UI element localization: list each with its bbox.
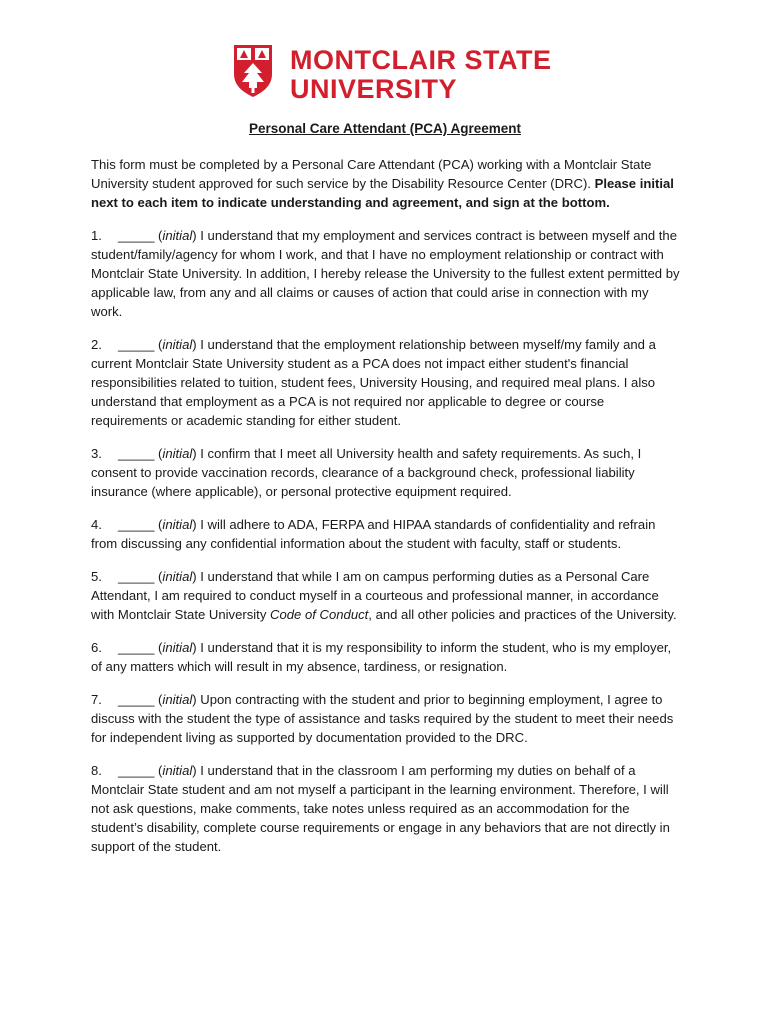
initial-label: initial — [162, 692, 193, 707]
initial-label: initial — [162, 337, 193, 352]
item-number: 7. — [91, 692, 102, 707]
item-text: I understand that while I am on campus performing duties as a Personal Care Attendant, I am required to conduct myself in a courteous and professional manner, in accordance with Montclair State University — [91, 569, 659, 622]
agreement-item-5: 5. _____ (initial) I understand that while I am on campus performing duties as a Personal Care Attendant, I am required to conduct myself in a courteous and professional manner, in accordance with Montclair State University Code of Conduct, and all other policies and practices of the University. — [91, 569, 677, 622]
document-body — [91, 155, 683, 870]
university-shield-icon — [233, 44, 273, 98]
item-text: I understand that it is my responsibility to inform the student, who is my employer, of any matters which will result in my absence, tardiness, or resignation. — [91, 640, 672, 674]
item-number: 3. — [91, 446, 102, 461]
item-text: I confirm that I meet all University health and safety requirements. As such, I consent to provide vaccination records, clearance of a background check, professional liability insurance (where applicable), or personal protective equipment required. — [91, 446, 642, 499]
initial-blank[interactable]: _____ — [118, 692, 155, 707]
initial-blank[interactable]: _____ — [118, 517, 155, 532]
initial-blank[interactable]: _____ — [118, 569, 155, 584]
initial-blank[interactable]: _____ — [118, 640, 155, 655]
logo-line-1: MONTCLAIR STATE — [290, 45, 552, 75]
item-number: 4. — [91, 517, 102, 532]
item-text: I understand that my employment and services contract is between myself and the student/family/agency for whom I work, and that I have no employment relationship or contract with Montclair State University. In addition, I hereby release the University to the fullest extent permitted by applicable law, from any and all claims or causes of action that could arise in connection with my work. — [91, 228, 680, 319]
agreement-item-8: 8. _____ (initial) I understand that in the classroom I am performing my duties on behalf of a Montclair State student and am not myself a participant in the learning environment. Therefore, I will not ask questions, make comments, take notes unless required as an accommodation for the student’s disability, complete course requirements or engage in any behaviors that are not directly in support of the student. — [91, 763, 670, 854]
item-text-after: , and all other policies and practices of the University. — [368, 607, 677, 622]
agreement-item-6: 6. _____ (initial) I understand that it is my responsibility to inform the student, who is my employer, of any matters which will result in my absence, tardiness, or resignation. — [91, 640, 672, 674]
initial-label: initial — [162, 569, 193, 584]
initial-blank[interactable]: _____ — [118, 337, 155, 352]
initial-label: initial — [162, 228, 193, 243]
agreement-item-2: 2. _____ (initial) I understand that the employment relationship between myself/my family and a current Montclair State University student as a PCA does not impact either student's financial responsibilities related to tuition, student fees, University Housing, and required meal plans. I also understand that employment as a PCA is not required nor applicable to degree or course requirements or academic standing for either student. — [91, 337, 656, 428]
item-number: 8. — [91, 763, 102, 778]
agreement-item-1: 1. _____ (initial) I understand that my employment and services contract is between myself and the student/family/agency for whom I work, and that I have no employment relationship or contract with Montclair State University. In addition, I hereby release the University to the fullest extent permitted by applicable law, from any and all claims or causes of action that could arise in connection with my work. — [91, 228, 680, 319]
intro-paragraph — [91, 155, 683, 212]
intro-instruction: Please initial next to each item to indicate understanding and agreement, and sign at the bottom. — [91, 176, 674, 210]
initial-blank[interactable]: _____ — [118, 763, 155, 778]
intro-text: This form must be completed by a Personal Care Attendant (PCA) working with a Montclair State University student approved for such service by the Disability Resource Center (DRC). — [91, 157, 652, 191]
document-title: Personal Care Attendant (PCA) Agreement — [248, 121, 522, 136]
initial-label: initial — [162, 446, 193, 461]
initial-label: initial — [162, 763, 193, 778]
university-logo — [233, 44, 551, 104]
agreement-item-3: 3. _____ (initial) I confirm that I meet all University health and safety requirements. As such, I consent to provide vaccination records, clearance of a background check, professional liability insurance (where applicable), or personal protective equipment required. — [91, 446, 642, 499]
initial-blank[interactable]: _____ — [118, 446, 155, 461]
initial-label: initial — [162, 517, 193, 532]
item-number: 2. — [91, 337, 102, 352]
code-of-conduct-title: Code of Conduct — [270, 607, 369, 622]
item-text: I will adhere to ADA, FERPA and HIPAA standards of confidentiality and refrain from discussing any confidential information about the student with faculty, staff or students. — [91, 517, 656, 551]
initial-label: initial — [162, 640, 193, 655]
agreement-item-7: 7. _____ (initial) Upon contracting with the student and prior to beginning employment, I agree to discuss with the student the type of assistance and tasks required by the student to meet their needs for independent living as supported by documentation provided to the DRC. — [91, 692, 674, 745]
item-text: I understand that the employment relationship between myself/my family and a current Montclair State University student as a PCA does not impact either student's financial responsibilities related to tuition, student fees, University Housing, and required meal plans. I also understand that employment as a PCA is not required nor applicable to degree or course requirements or academic standing for either student. — [91, 337, 656, 428]
item-number: 6. — [91, 640, 102, 655]
item-number: 5. — [91, 569, 102, 584]
item-text: Upon contracting with the student and prior to beginning employment, I agree to discuss with the student the type of assistance and tasks required by the student to meet their needs for independent living as supported by documentation provided to the DRC. — [91, 692, 674, 745]
item-text: I understand that in the classroom I am performing my duties on behalf of a Montclair State student and am not myself a participant in the learning environment. Therefore, I will not ask questions, make comments, take notes unless required as an accommodation for the student’s disability, complete course requirements or engage in any behaviors that are not directly in support of the student. — [91, 763, 670, 854]
logo-line-2: UNIVERSITY — [290, 74, 458, 104]
initial-blank[interactable]: _____ — [118, 228, 155, 243]
item-number: 1. — [91, 228, 102, 243]
agreement-item-4: 4. _____ (initial) I will adhere to ADA, FERPA and HIPAA standards of confidentiality and refrain from discussing any confidential information about the student with faculty, staff or students. — [91, 517, 656, 551]
university-wordmark — [290, 46, 551, 104]
